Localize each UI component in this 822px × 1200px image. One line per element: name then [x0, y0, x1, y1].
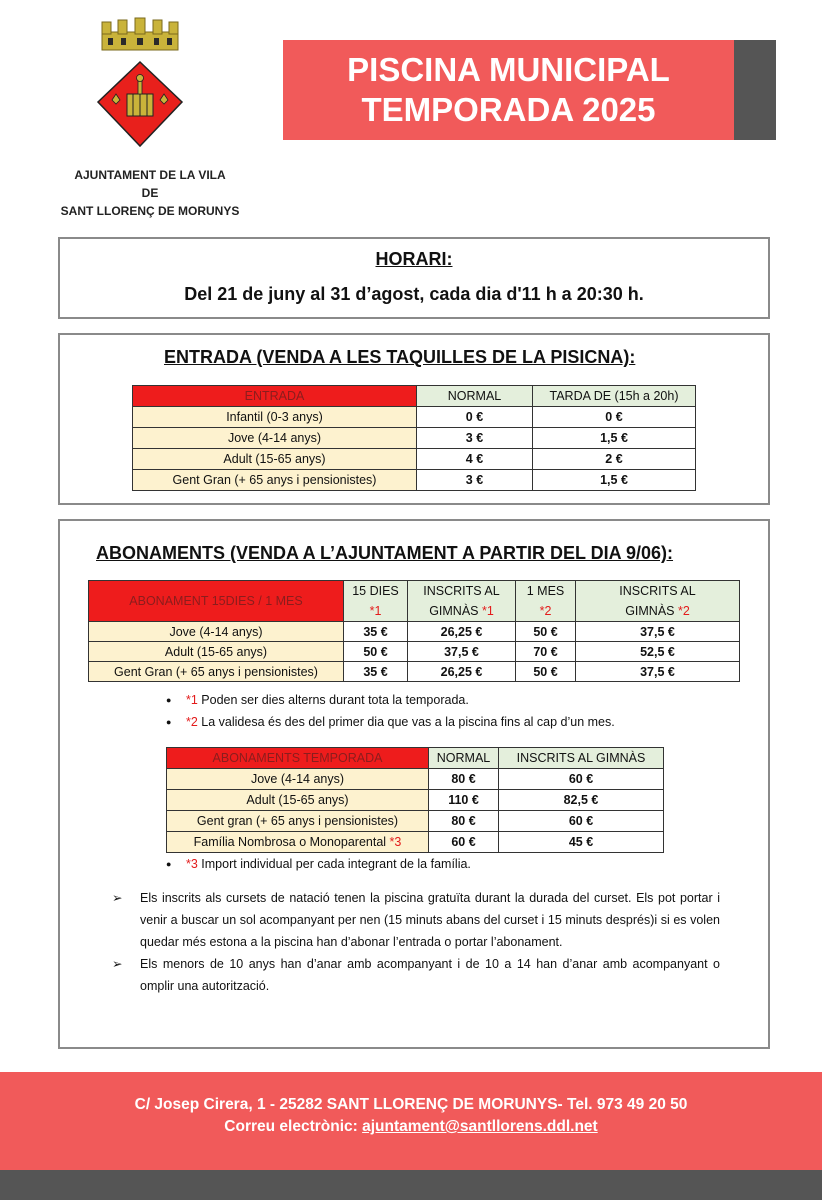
table-cell: Jove (4-14 anys)	[89, 622, 344, 642]
passes-section	[58, 519, 770, 1049]
table-cell: 60 €	[499, 811, 664, 832]
schedule-section	[58, 237, 770, 319]
table-cell: 0 €	[417, 407, 533, 428]
town-hall-name: AJUNTAMENT DE LA VILA DE SANT LLORENÇ DE MORUNYS	[60, 168, 240, 218]
season-passes-table	[166, 747, 664, 853]
table-row	[133, 449, 696, 470]
table-row	[89, 642, 740, 662]
table-row	[133, 407, 696, 428]
footer-address: C/ Josep Cirera, 1 - 25282 SANT LLORENÇ DE MORUNYS- Tel. 973 49 20 50	[134, 1096, 688, 1113]
email-link[interactable]: ajuntament@santllorens.ddl.net	[362, 1118, 598, 1135]
table-cell: 2 €	[533, 449, 696, 470]
table-row	[167, 832, 664, 853]
table-header-cell: ABONAMENT 15DIES / 1 MES	[89, 581, 344, 622]
table-cell: 80 €	[429, 769, 499, 790]
bottom-bar	[0, 1170, 822, 1200]
table-cell: 82,5 €	[499, 790, 664, 811]
table-cell: 1,5 €	[533, 470, 696, 491]
page-title: PISCINA MUNICIPAL TEMPORADA 2025	[347, 51, 670, 128]
table-cell: Jove (4-14 anys)	[133, 428, 417, 449]
list-item: ● *1 Poden ser dies alterns durant tota la temporada.	[164, 689, 615, 711]
table-cell: 1,5 €	[533, 428, 696, 449]
arrow-bullet-icon: ➢	[112, 891, 123, 905]
coat-of-arms-icon	[88, 14, 192, 154]
table-row	[167, 790, 664, 811]
table-cell: Família Nombrosa o Monoparental *3	[167, 832, 429, 853]
table-header-cell: INSCRITS AL GIMNÀS	[499, 748, 664, 769]
table-cell: 50 €	[344, 642, 408, 662]
footer	[0, 1072, 822, 1170]
entrance-price-table	[132, 385, 696, 491]
table-cell: 4 €	[417, 449, 533, 470]
family-note	[164, 853, 471, 875]
table-row	[167, 769, 664, 790]
schedule-text: Del 21 de juny al 31 d’agost, cada dia d'11 h a 20:30 h.	[184, 284, 644, 304]
table-row	[167, 811, 664, 832]
table-cell: 45 €	[499, 832, 664, 853]
table-cell: 110 €	[429, 790, 499, 811]
table-cell: 60 €	[429, 832, 499, 853]
table-cell: 26,25 €	[408, 662, 516, 682]
table-cell: 37,5 €	[576, 622, 740, 642]
table-cell: 50 €	[516, 662, 576, 682]
table-cell: Adult (15-65 anys)	[167, 790, 429, 811]
table-cell: Gent Gran (+ 65 anys i pensionistes)	[133, 470, 417, 491]
list-item: ● *3 Import individual per cada integrant de la família.	[164, 853, 471, 875]
title-banner-shade	[734, 40, 776, 140]
table-header-cell: INSCRITS AL GIMNÀS *2	[576, 581, 740, 622]
table-cell: 60 €	[499, 769, 664, 790]
table-header-cell: NORMAL	[429, 748, 499, 769]
table-row	[89, 662, 740, 682]
table-cell: 0 €	[533, 407, 696, 428]
table-cell: 52,5 €	[576, 642, 740, 662]
table-header-cell: ABONAMENTS TEMPORADA	[167, 748, 429, 769]
passes-notes	[164, 689, 615, 733]
passes-title: ABONAMENTS (VENDA A L’AJUNTAMENT A PARTIR DEL DIA 9/06):	[96, 543, 674, 563]
entrance-title: ENTRADA (VENDA A LES TAQUILLES DE LA PISICNA):	[164, 347, 636, 367]
table-header-cell: 1 MES *2	[516, 581, 576, 622]
table-cell: 37,5 €	[576, 662, 740, 682]
table-header-row	[167, 748, 664, 769]
table-header-row	[133, 386, 696, 407]
table-row	[133, 470, 696, 491]
table-cell: 35 €	[344, 622, 408, 642]
schedule-title: HORARI:	[375, 249, 453, 269]
table-cell: Jove (4-14 anys)	[167, 769, 429, 790]
arrow-bullet-icon: ➢	[112, 957, 123, 971]
list-item: ● *2 La validesa és des del primer dia que vas a la piscina fins al cap d’un mes.	[164, 711, 615, 733]
table-cell: 80 €	[429, 811, 499, 832]
table-cell: 35 €	[344, 662, 408, 682]
table-header-row	[89, 581, 740, 622]
table-cell: 3 €	[417, 470, 533, 491]
table-cell: 50 €	[516, 622, 576, 642]
list-item: ➢ Els inscrits als cursets de natació tenen la piscina gratuïta durant la durada del curset. Els pot portar i venir a buscar un sol acompanyant per nen (15 minuts abans del curset i 15 minuts després)i si es volen quedar més estona a la piscina han d’abonar l’entrada o portar l’abonament.	[108, 887, 720, 953]
table-header-cell: NORMAL	[417, 386, 533, 407]
table-cell: Infantil (0-3 anys)	[133, 407, 417, 428]
table-cell: Gent Gran (+ 65 anys i pensionistes)	[89, 662, 344, 682]
table-row	[89, 622, 740, 642]
table-cell: Gent gran (+ 65 anys i pensionistes)	[167, 811, 429, 832]
table-cell: Adult (15-65 anys)	[133, 449, 417, 470]
table-header-cell: 15 DIES *1	[344, 581, 408, 622]
conditions-list	[108, 887, 720, 997]
table-cell: Adult (15-65 anys)	[89, 642, 344, 662]
title-banner	[283, 40, 776, 140]
table-cell: 70 €	[516, 642, 576, 662]
table-header-cell: INSCRITS AL GIMNÀS *1	[408, 581, 516, 622]
table-row	[133, 428, 696, 449]
table-header-cell: ENTRADA	[133, 386, 417, 407]
table-header-cell: TARDA DE (15h a 20h)	[533, 386, 696, 407]
entrance-section	[58, 333, 770, 505]
footer-email-line: Correu electrònic: ajuntament@santllorens.ddl.net	[224, 1118, 598, 1135]
table-cell: 26,25 €	[408, 622, 516, 642]
table-cell: 3 €	[417, 428, 533, 449]
list-item: ➢ Els menors de 10 anys han d’anar amb acompanyant i de 10 a 14 han d’anar amb acompanyant o omplir una autorització.	[108, 953, 720, 997]
table-cell: 37,5 €	[408, 642, 516, 662]
passes-15days-table	[88, 580, 740, 682]
